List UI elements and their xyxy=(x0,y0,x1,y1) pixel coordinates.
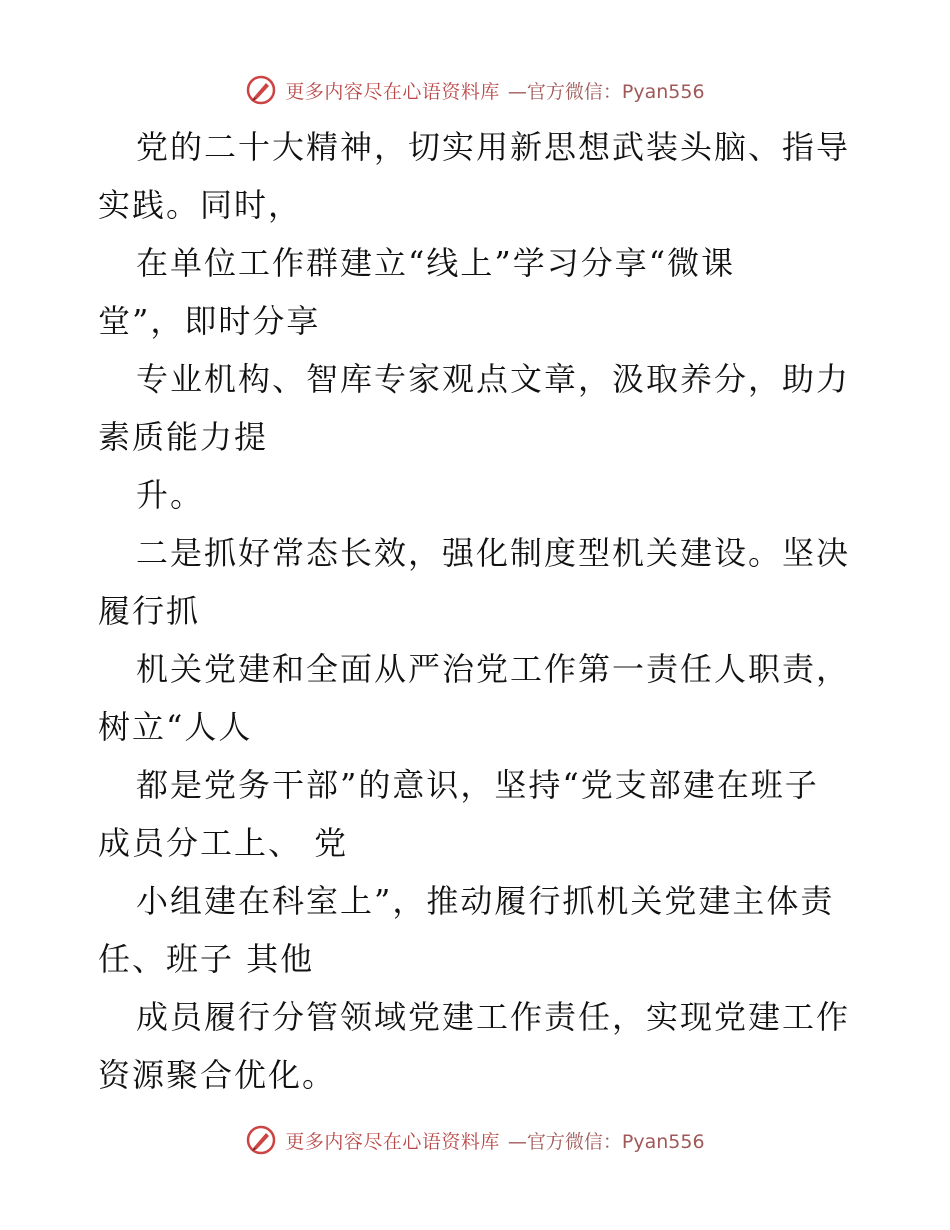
text-line: 机关党建和全面从严治党工作第一责任人职责， xyxy=(136,650,851,688)
text-line: 成员履行分管领域党建工作责任，实现党建工作 xyxy=(136,998,851,1036)
footer-watermark xyxy=(0,1120,950,1160)
text-line: 都是党务干部”的意识，坚持“党支部建在班子 xyxy=(136,766,819,804)
watermark-text: 更多内容尽在心语资料库 xyxy=(285,1130,500,1153)
watermark-subtext: —官方微信：Pyan556 xyxy=(507,1130,705,1153)
text-line: 素质能力提 xyxy=(98,418,269,456)
text-line: 成员分工上、 党 xyxy=(98,824,349,862)
text-line: 党的二十大精神，切实用新思想武装头脑、指导 xyxy=(136,128,851,166)
text-line: 在单位工作群建立“线上”学习分享“微课 xyxy=(136,244,736,282)
text-line: 树立“人人 xyxy=(98,708,253,746)
watermark-text: 更多内容尽在心语资料库 xyxy=(285,80,500,103)
text-line: 升。 xyxy=(136,476,205,514)
text-line: 任、班子 其他 xyxy=(98,940,315,978)
text-line: 实践。同时， xyxy=(98,186,303,224)
text-line: 资源聚合优化。 xyxy=(98,1056,337,1094)
header-watermark xyxy=(0,70,950,110)
text-line: 小组建在科室上”，推动履行抓机关党建主体责 xyxy=(136,882,835,920)
text-line: 堂”，即时分享 xyxy=(98,302,321,340)
text-line: 二是抓好常态长效，强化制度型机关建设。坚决 xyxy=(136,534,851,572)
document-body xyxy=(98,118,858,1104)
text-line: 专业机构、智库专家观点文章，汲取养分，助力 xyxy=(136,360,851,398)
watermark-subtext: —官方微信：Pyan556 xyxy=(507,80,705,103)
pen-logo-icon xyxy=(245,1124,277,1156)
text-line: 履行抓 xyxy=(98,592,201,630)
pen-logo-icon xyxy=(245,74,277,106)
